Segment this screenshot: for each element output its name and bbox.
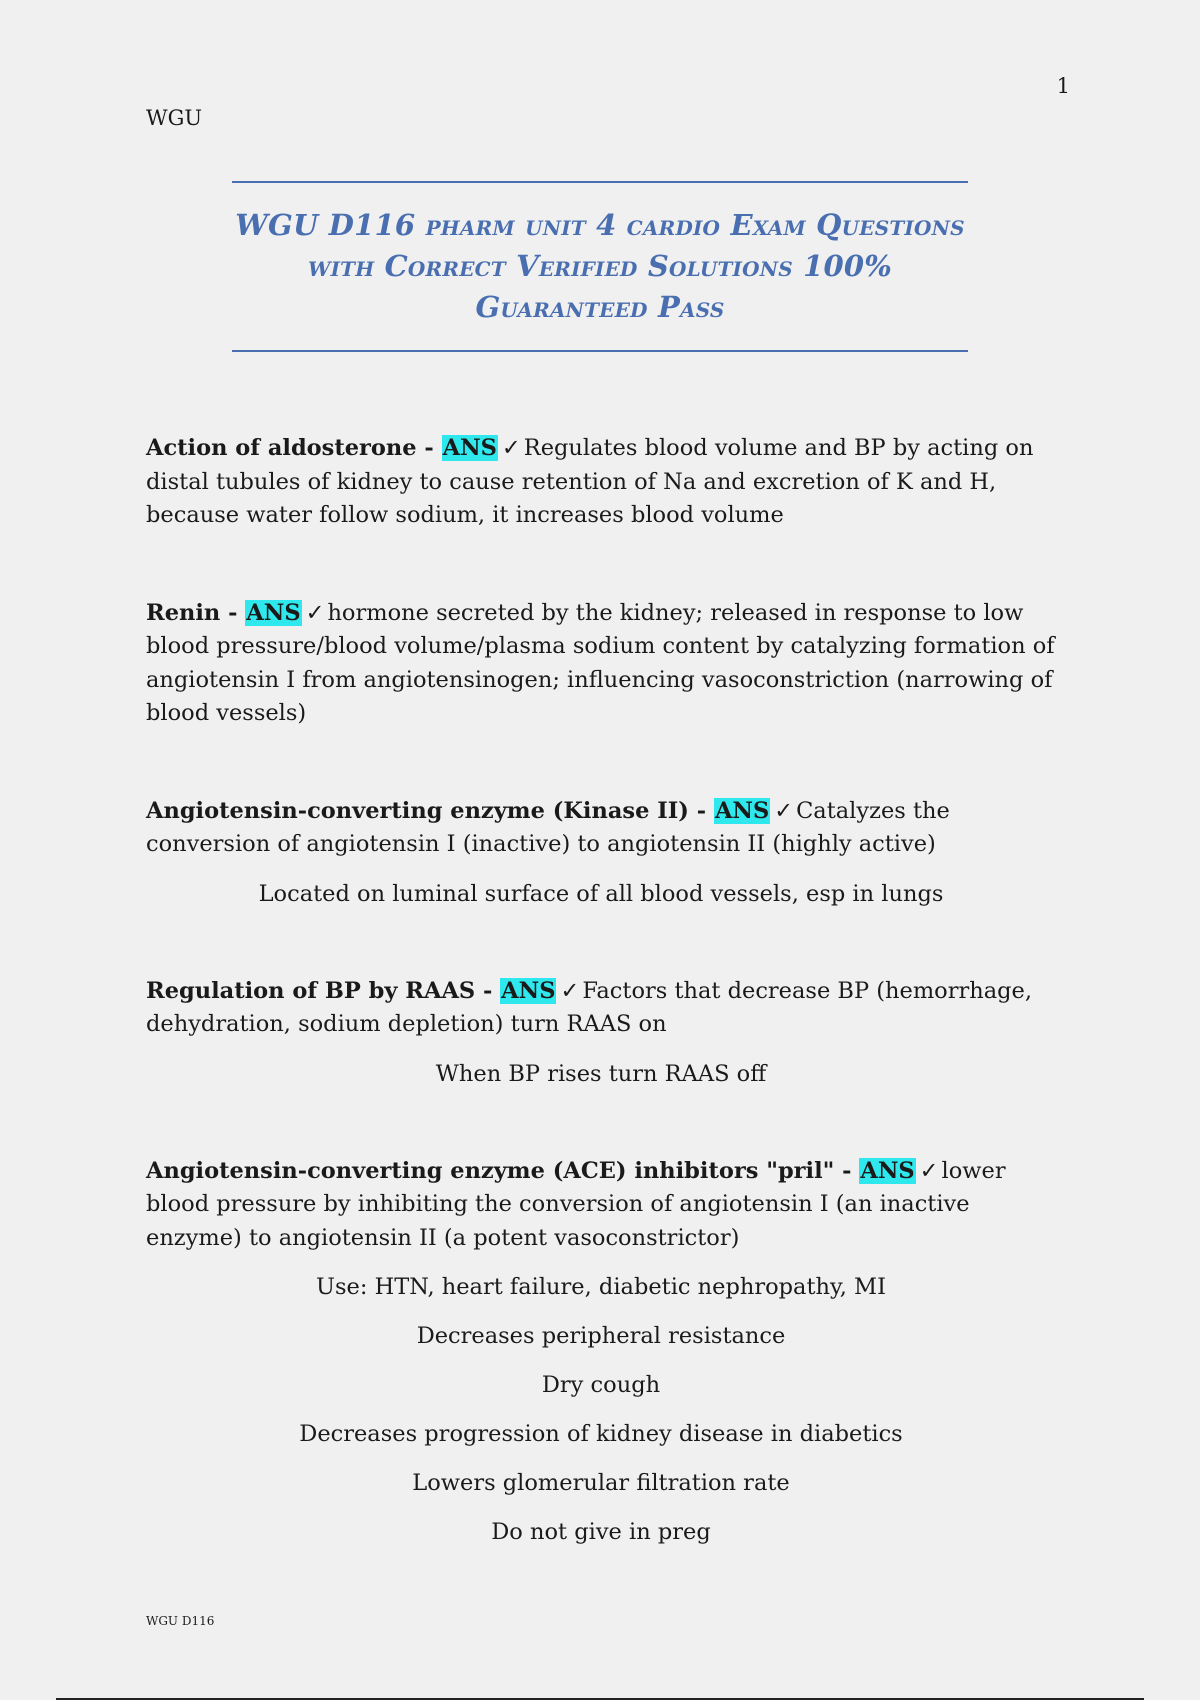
ans-badge: ANS: [246, 599, 301, 626]
check-icon: ✓: [774, 797, 794, 824]
check-icon: ✓: [560, 977, 580, 1004]
qa-term: Angiotensin-converting enzyme (ACE) inhibitors "pril" -: [146, 1157, 860, 1184]
title-line-3: Guaranteed Pass: [475, 290, 725, 324]
qa-note: When BP rises turn RAAS off: [435, 1060, 767, 1087]
footer-label: WGU D116: [146, 1614, 215, 1628]
qa-note: Located on luminal surface of all blood vessels, esp in lungs: [258, 880, 944, 907]
qa-paragraph: [146, 432, 1056, 533]
qa-note: Use: HTN, heart failure, diabetic nephropathy, MI: [316, 1274, 886, 1300]
qa-term: Renin -: [146, 599, 246, 626]
qa-content: [146, 432, 1056, 1613]
qa-answer: Factors that decrease BP (hemorrhage, dehydration, sodium depletion) turn RAAS on: [146, 977, 1032, 1037]
qa-note: Dry cough: [541, 1372, 661, 1398]
check-icon: ✓: [305, 599, 325, 626]
qa-note-list: [146, 1271, 1056, 1549]
qa-paragraph: [146, 975, 1056, 1042]
qa-term: Regulation of BP by RAAS -: [146, 977, 501, 1004]
qa-item: [146, 1155, 1056, 1550]
ans-badge: ANS: [714, 797, 770, 824]
qa-answer: Catalyzes the conversion of angiotensin I (inactive) to angiotensin II (highly active): [146, 797, 950, 857]
qa-item: [146, 795, 1056, 911]
qa-answer: lower blood pressure by inhibiting the conversion of angiotensin I (an inactive enzyme) to angiotensin II (a potent vasoconstrictor): [146, 1157, 1006, 1251]
ans-badge: ANS: [501, 977, 556, 1004]
check-icon: ✓: [501, 435, 521, 461]
ans-badge: ANS: [442, 435, 497, 461]
qa-note: Decreases progression of kidney disease in diabetics: [299, 1421, 903, 1447]
qa-paragraph: [146, 597, 1056, 731]
qa-term: Angiotensin-converting enzyme (Kinase II) -: [146, 797, 714, 824]
qa-note: Decreases peripheral resistance: [416, 1323, 786, 1349]
document-title-block: [232, 181, 968, 352]
title-line-2: with Correct Verified Solutions 100%: [307, 249, 893, 283]
title-line-1: WGU D116 pharm unit 4 cardio Exam Questions: [235, 208, 965, 242]
qa-answer: Regulates blood volume and BP by acting on distal tubules of kidney to cause retention of Na and excretion of K and H, because water follow sodium, it increases blood volume: [146, 435, 1034, 528]
qa-item: [146, 975, 1056, 1091]
check-icon: ✓: [919, 1157, 939, 1184]
qa-answer: hormone secreted by the kidney; released in response to low blood pressure/blood volume/plasma sodium content by catalyzing formation of angiotensin I from angiotensinogen; influencing vasoconstriction (narrowing of blood vessels): [146, 599, 1055, 726]
qa-note: Do not give in preg: [491, 1519, 711, 1545]
qa-paragraph: [146, 1155, 1056, 1256]
ans-badge: ANS: [860, 1157, 915, 1184]
qa-paragraph: [146, 795, 1056, 862]
qa-note: Lowers glomerular filtration rate: [412, 1470, 790, 1496]
qa-term: Action of aldosterone -: [146, 435, 442, 461]
qa-item: [146, 597, 1056, 731]
page-number: 1: [1056, 74, 1070, 98]
qa-item: [146, 432, 1056, 533]
header-label: WGU: [146, 106, 203, 130]
